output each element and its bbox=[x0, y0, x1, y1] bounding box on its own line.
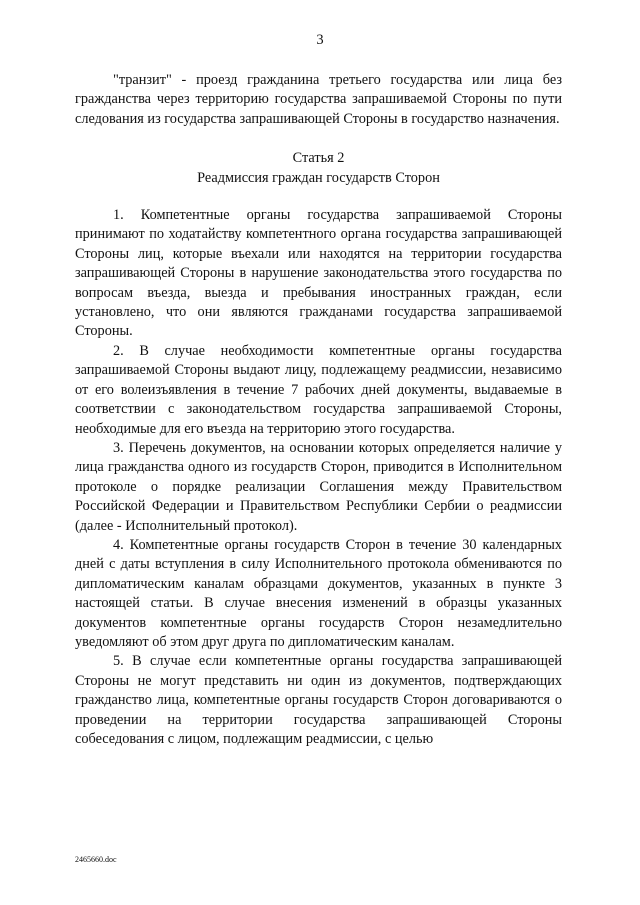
page-number: 3 bbox=[316, 32, 324, 48]
article-number: Статья 2 bbox=[292, 150, 345, 167]
paragraph-5: 5. В случае если компетентные органы государства запрашивающей Стороны не могут представить ни один из документов, подтверждающих гражданство лица, компетентные органы государств Сторон договариваются о проведении на территории государства запрашивающей Стороны собеседования с лицом, подлежащим реадмиссии, с целью bbox=[75, 653, 562, 747]
heading-spacer bbox=[75, 188, 562, 206]
paragraph-3: 3. Перечень документов, на основании которых определяется наличие у лица гражданства одного из государств Сторон, приводится в Исполнительном протоколе о порядке реализации Соглашения между Правительством Российской Федерации и Правительством Республики Сербии о реадмиссии (далее - Исполнительный протокол). bbox=[75, 439, 562, 534]
article-title: Реадмиссия граждан государств Сторон bbox=[197, 169, 440, 186]
paragraph-1: 1. Компетентные органы государства запрашиваемой Стороны принимают по ходатайству компетентного органа государства запрашивающей Стороны лиц, которые въехали или находятся на территории государства запрашивающей Стороны в нарушение законодательства этого государства по вопросам въезда, выезда и пребывания иностранных граждан, если установлено, что они являются гражданами государства запрашиваемой Стороны. bbox=[75, 207, 562, 340]
footer-filename: 2465660.doc bbox=[75, 855, 117, 864]
document-body bbox=[75, 71, 562, 749]
paragraph-2: 2. В случае необходимости компетентные органы государства запрашиваемой Стороны выдают лицу, подлежащему реадмиссии, независимо от его волеизъявления в течение 7 рабочих дней документы, выдаваемые в соответствии с законодательством государства запрашиваемой Стороны, необходимые для его въезда на территорию этого государства. bbox=[75, 342, 562, 437]
paragraph-4: 4. Компетентные органы государств Сторон в течение 30 календарных дней с даты вступления в силу Исполнительного протокола обмениваются по дипломатическим каналам образцами документов, указанных в пункте 3 настоящей статьи. В случае внесения изменений в образцы указанных документов компетентные органы государств Сторон незамедлительно уведомляют об этом друг друга по дипломатическим каналам. bbox=[75, 536, 562, 650]
intro-paragraph: "транзит" - проезд гражданина третьего государства или лица без гражданства через территорию государства запрашиваемой Стороны по пути следования из государства запрашивающей Стороны в государство назначения. bbox=[75, 72, 562, 127]
